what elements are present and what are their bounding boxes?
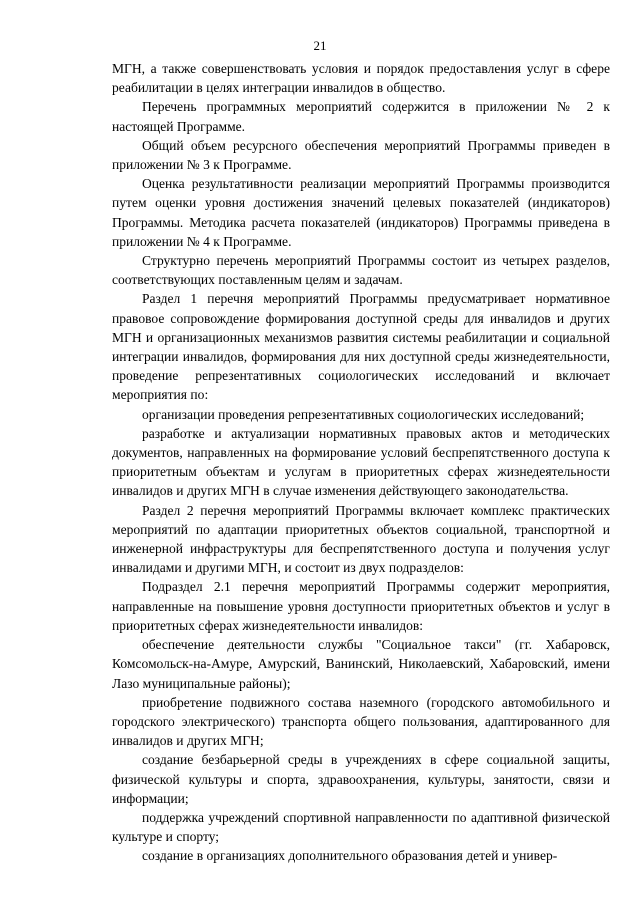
list-item: организации проведения репрезентативных социологических исследований; [142,406,585,422]
paragraph: Раздел 1 перечня мероприятий Программы предусматривает нормативное правовое сопровождение формирования доступной среды для инвалидов и других МГН и организационных механизмов развития системы реабилитации и социальной интеграции инвалидов, формирования для них доступной среды жизнедеятельности, проведение репрезентативных социологических исследований и включает мероприятия по: [112,291,610,403]
page-number: 21 [313,38,327,53]
list-item: создание в организациях дополнительного образования детей и универ- [142,848,558,864]
paragraph: Раздел 2 перечня мероприятий Программы включает комплекс практических мероприятий по адаптации приоритетных объектов социальной, транспортной и инженерной инфраструктуры для беспрепятственного доступа и получения услуг инвалидами и другими МГН, и состоит из двух подразделов: [112,502,610,576]
paragraph: Общий объем ресурсного обеспечения мероприятий Программы приведен в приложении № 3 к Программе. [112,137,610,173]
paragraph: Подраздел 2.1 перечня мероприятий Программы содержит мероприятия, направленные на повышение уровня доступности приоритетных объектов и услуг в приоритетных сферах жизнедеятельности инвалидов: [112,579,610,633]
paragraph: Структурно перечень мероприятий Программы состоит из четырех разделов, соответствующих поставленным целям и задачам. [112,253,610,288]
list-item: поддержка учреждений спортивной направленности по адаптивной физической культуре и спорту; [112,809,610,845]
document-body [112,59,610,866]
list-item: создание безбарьерной среды в учреждениях в сфере социальной защиты, физической культуры и спорта, здравоохранения, культуры, занятости, связи и информации; [112,752,610,806]
paragraph: Перечень программных мероприятий содержится в приложении № 2 к настоящей Программе. [112,99,610,134]
paragraph: Оценка результативности реализации мероприятий Программы производится путем оценки уровня достижения значений целевых показателей (индикаторов) Программы. Методика расчета показателей (индикаторов) Программы приведена в приложении № 4 к Программе. [112,176,610,249]
list-item: обеспечение деятельности службы "Социальное такси" (гг. Хабаровск, Комсомольск-на-Амуре, Амурский, Ванинский, Николаевский, Хабаровский, имени Лазо муниципальные районы); [112,637,610,691]
paragraph: МГН, а также совершенствовать условия и порядок предоставления услуг в сфере реабилитации в целях интеграции инвалидов в общество. [112,61,610,96]
list-item: разработке и актуализации нормативных правовых актов и методических документов, направленных на формирование условий беспрепятственного доступа к приоритетным объектам и услугам в приоритетных сферах жизнедеятельности инвалидов и других МГН в случае изменения действующего законодательства. [112,425,610,499]
list-item: приобретение подвижного состава наземного (городского автомобильного и городского электрического) транспорта общего пользования, адаптированного для инвалидов и других МГН; [112,694,610,749]
